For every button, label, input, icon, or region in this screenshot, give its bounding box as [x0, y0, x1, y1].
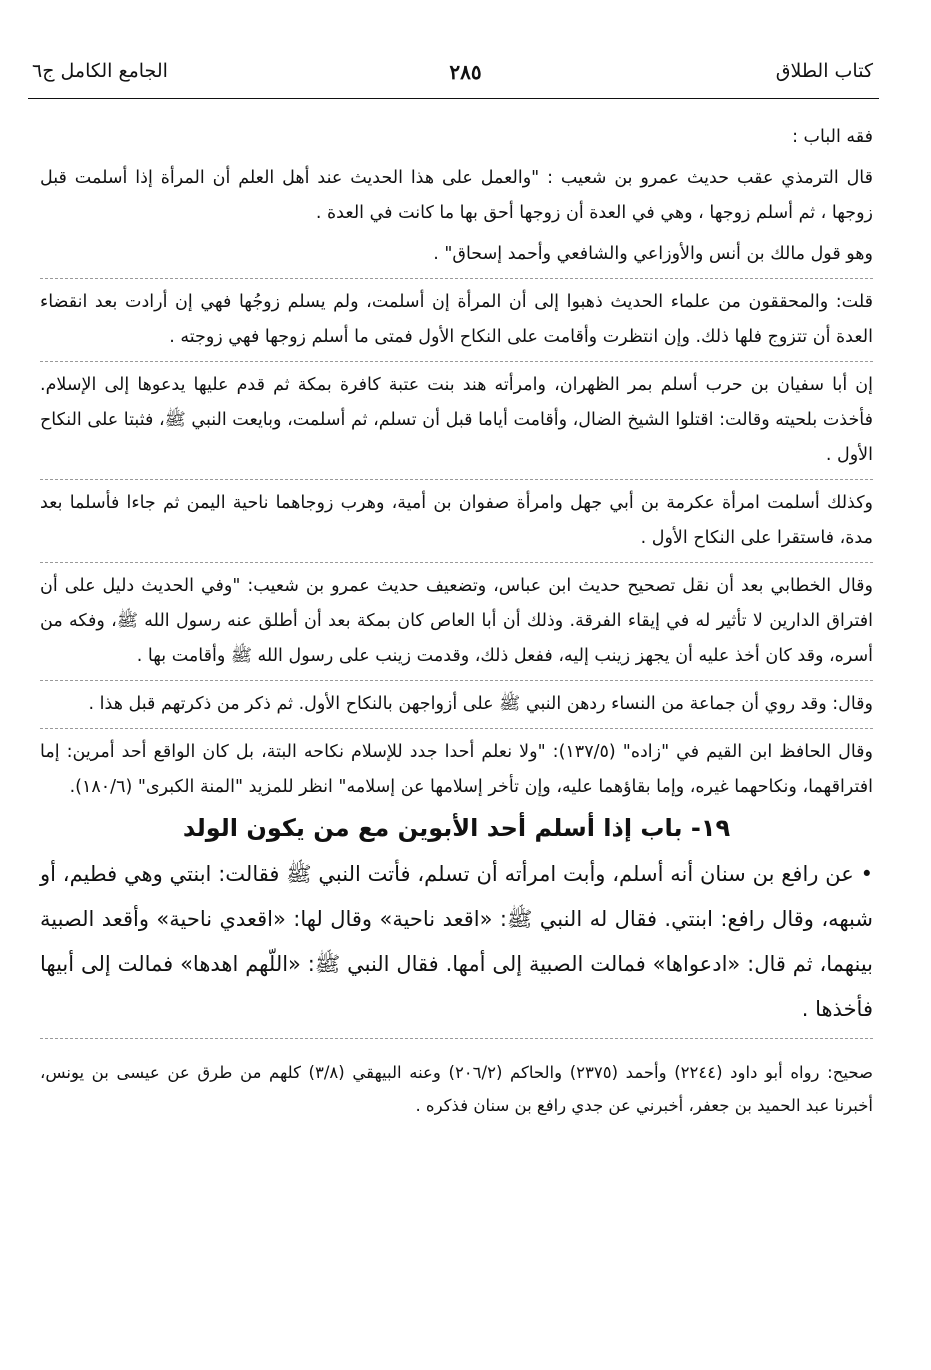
paragraph-ibn-qayyim: وقال الحافظ ابن القيم في "زاده" (١٣٧/٥): "ولا نعلم أحدا جدد للإسلام نكاحه البتة، بل كان الواقع أحد أمرين: إما افتراقهما، ونكاحهما غيره، وإما بقاؤهما عليه، وإن تأخر إسلامها عن إسلامه" انظر للمزيد "المنة الكبرى" (١٨٠/٦).	[40, 742, 873, 797]
divider	[40, 562, 873, 563]
divider	[40, 361, 873, 362]
divider	[40, 728, 873, 729]
divider	[40, 479, 873, 480]
hadith-text: • عن رافع بن سنان أنه أسلم، وأبت امرأته أن تسلم، فأتت النبي ﷺ فقالت: ابنتي وهي فطيم، أو شبهه، وقال رافع: ابنتي. فقال له النبي ﷺ: «اقعد ناحية» وقال لها: «اقعدي ناحية» وأقعد الصبية بينهما، ثم قال: «ادعواها» فمالت الصبية إلى أمها. فقال النبي ﷺ: «اللّهم اهدها» فمالت إلى أبيها فأخذها .	[40, 862, 873, 1021]
page-body	[40, 120, 873, 1138]
divider	[40, 278, 873, 279]
paragraph-muhaqqiqun: قلت: والمحققون من علماء الحديث ذهبوا إلى أن المرأة إن أسلمت، ولم يسلم زوجُها فهي إن أرادت بعد انقضاء العدة أن تتزوج فلها ذلك. وإن انتظرت وأقامت على النكاح الأول فمتى ما أسلم زوجها فهي زوجته .	[40, 292, 873, 347]
paragraph-tirmidhi: قال الترمذي عقب حديث عمرو بن شعيب : "والعمل على هذا الحديث عند أهل العلم أن المرأة إذا أسلمت قبل زوجها ، ثم أسلم زوجها ، وهي في العدة أن زوجها أحق بها ما كانت في العدة .	[40, 168, 873, 223]
paragraph-ikrimah: وكذلك أسلمت امرأة عكرمة بن أبي جهل وامرأة صفوان بن أمية، وهرب زوجاهما ناحية اليمن ثم جاءا فأسلما بعد مدة، فاستقرا على النكاح الأول .	[40, 493, 873, 548]
page-number: ٢٨٥	[449, 60, 482, 84]
section-heading-fiqh: فقه الباب :	[792, 127, 873, 147]
running-header-book: كتاب الطلاق	[775, 60, 873, 82]
running-header-collection: الجامع الكامل ج٦	[32, 60, 168, 82]
paragraph-abu-sufyan: إن أبا سفيان بن حرب أسلم بمر الظهران، وامرأته هند بنت عتبة كافرة بمكة ثم قدم عليها يدعوها إلى الإسلام. فأخذت بلحيته وقالت: اقتلوا الشيخ الضال، وأقامت أياما قبل أن تسلم، ثم أسلمت، وبايعت النبي ﷺ، فثبتا على النكاح الأول .	[40, 375, 873, 465]
header-rule	[28, 98, 879, 99]
chapter-title: ١٩- باب إذا أسلم أحد الأبوين مع من يكون الولد	[182, 814, 731, 842]
divider	[40, 1038, 873, 1039]
divider	[40, 680, 873, 681]
paragraph-qala: وقال: وقد روي أن جماعة من النساء ردهن النبي ﷺ على أزواجهن بالنكاح الأول. ثم ذكر من ذكرتهم قبل هذا .	[88, 694, 873, 714]
takhrij-text: صحيح: رواه أبو داود (٢٢٤٤) وأحمد (٢٣٧٥) والحاكم (٢٠٦/٢) وعنه البيهقي (٣/٨) كلهم من طرق عن عيسى بن يونس، أخبرنا عبد الحميد بن جعفر، أخبرني عن جدي رافع بن سنان فذكره .	[40, 1062, 873, 1115]
paragraph-khattabi: وقال الخطابي بعد أن نقل تصحيح حديث ابن عباس، وتضعيف حديث عمرو بن شعيب: "وفي الحديث دليل على أن افتراق الدارين لا تأثير له في إيقاء الفرقة. وذلك أن أبا العاص كان بمكة بعد أن أطلق عنه رسول الله ﷺ، وفكه من أسره، وقد كان أخذ عليه أن يجهز زينب إليه، ففعل ذلك، وقدمت زينب على رسول الله ﷺ وأقامت بها .	[40, 576, 873, 666]
paragraph-malik: وهو قول مالك بن أنس والأوزاعي والشافعي وأحمد إسحاق" .	[433, 244, 873, 264]
